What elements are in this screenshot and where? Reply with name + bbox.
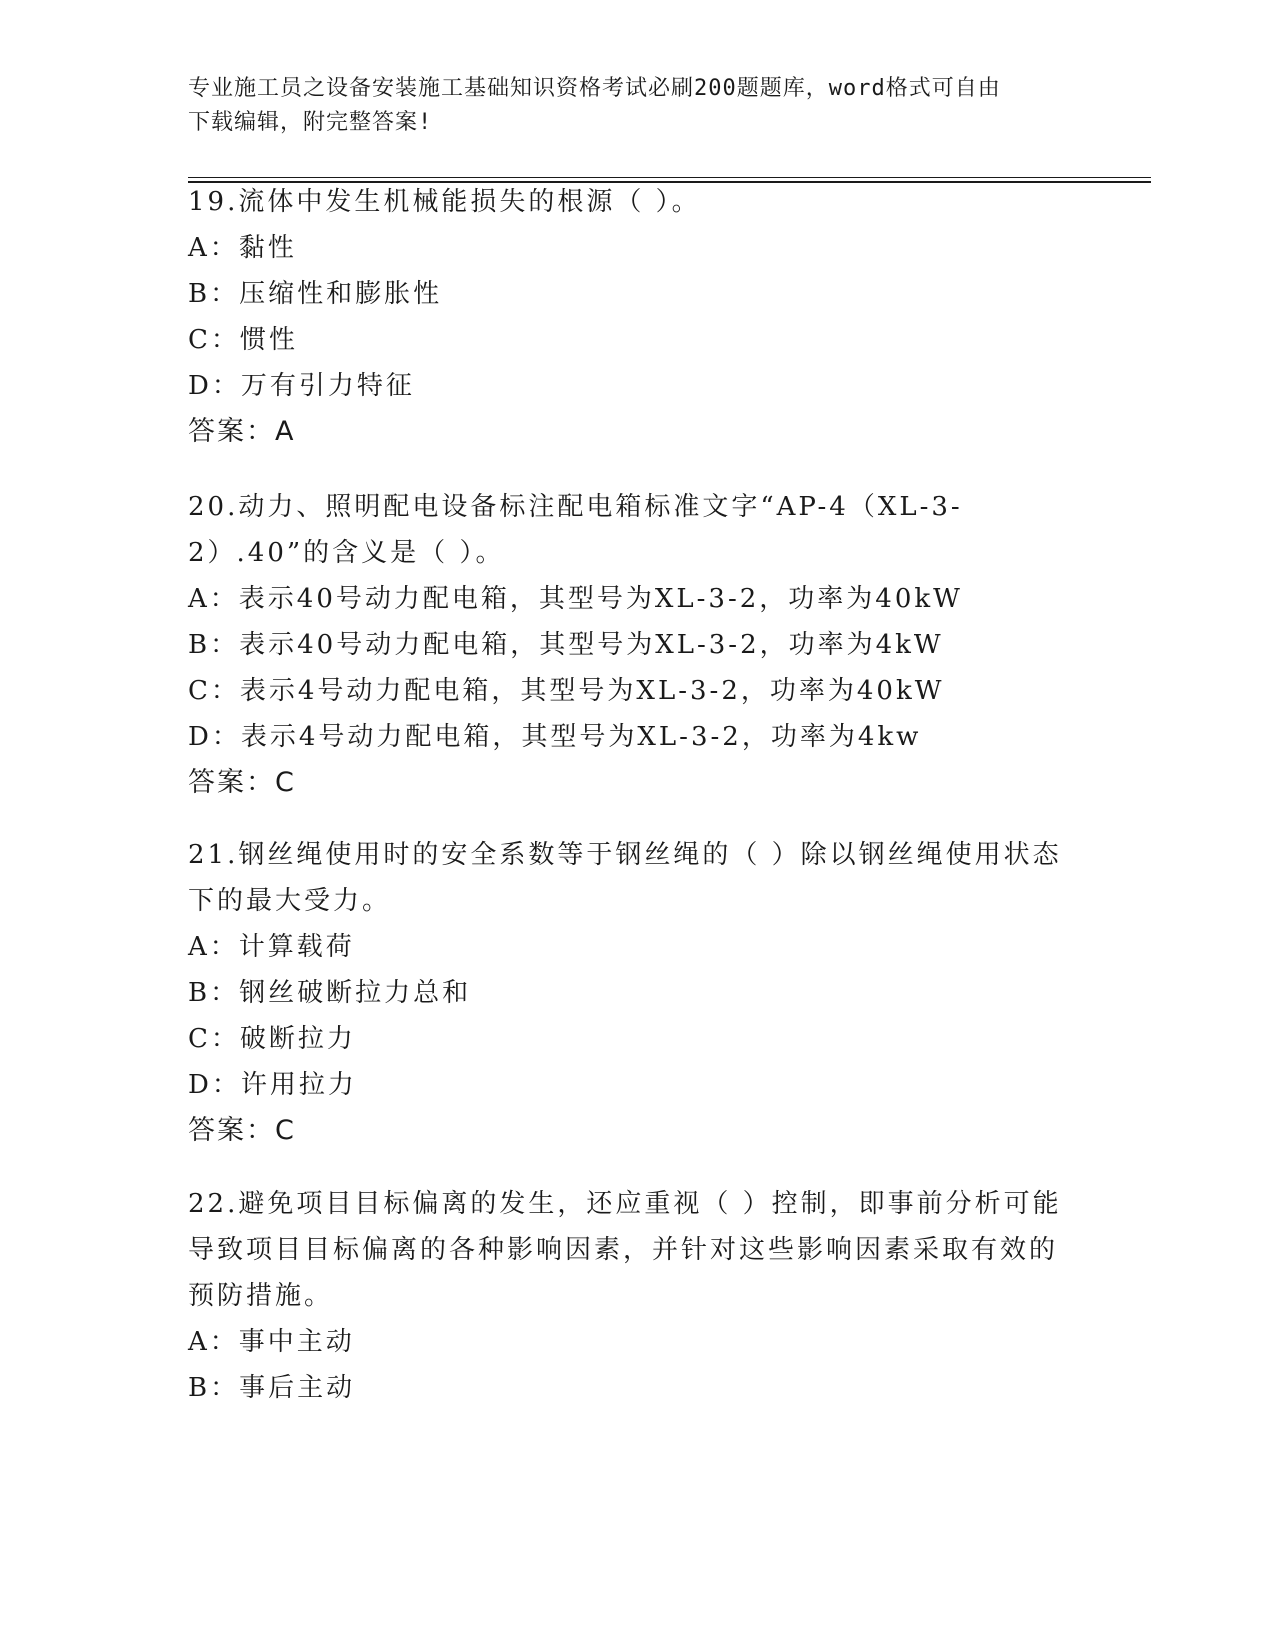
option-b: B：表示40号动力配电箱，其型号为XL-3-2，功率为4kW <box>188 630 944 660</box>
option-d: D：许用拉力 <box>188 1070 357 1100</box>
question-stem: 21.钢丝绳使用时的安全系数等于钢丝绳的（ ）除以钢丝绳使用状态下的最大受力。 <box>188 840 1062 916</box>
question-stem: 20.动力、照明配电设备标注配电箱标准文字“AP-4（XL-3-2）.40”的含义是（ ）。 <box>188 492 963 568</box>
question-stem: 22.避免项目目标偏离的发生，还应重视（ ）控制，即事前分析可能导致项目目标偏离的各种影响因素，并针对这些影响因素采取有效的预防措施。 <box>188 1189 1062 1311</box>
question-21 <box>188 832 1068 1154</box>
header-divider-thin <box>188 177 1151 178</box>
header-line-1: 专业施工员之设备安装施工基础知识资格考试必刷200题题库，word格式可自由 <box>188 76 1001 101</box>
option-c: C：表示4号动力配电箱，其型号为XL-3-2，功率为40kW <box>188 676 945 706</box>
option-d: D：表示4号动力配电箱，其型号为XL-3-2，功率为4kw <box>188 722 922 752</box>
answer-label: 答案：A <box>188 416 296 447</box>
question-20 <box>188 484 1068 806</box>
option-c: C：惯性 <box>188 325 298 355</box>
question-19 <box>188 179 1068 455</box>
question-stem: 19.流体中发生机械能损失的根源（ ）。 <box>188 187 701 217</box>
answer-label: 答案：C <box>188 1115 296 1146</box>
option-a: A：黏性 <box>188 233 297 263</box>
option-d: D：万有引力特征 <box>188 371 415 401</box>
option-a: A：计算载荷 <box>188 932 355 962</box>
option-a: A：表示40号动力配电箱，其型号为XL-3-2，功率为40kW <box>188 584 963 614</box>
option-b: B：压缩性和膨胀性 <box>188 279 443 309</box>
option-a: A：事中主动 <box>188 1327 355 1357</box>
option-c: C：破断拉力 <box>188 1024 356 1054</box>
question-22 <box>188 1181 1068 1411</box>
option-b: B：事后主动 <box>188 1373 356 1403</box>
header-line-2: 下载编辑，附完整答案! <box>188 110 433 135</box>
option-b: B：钢丝破断拉力总和 <box>188 978 472 1008</box>
answer-label: 答案：C <box>188 767 296 798</box>
document-header <box>188 72 1068 140</box>
